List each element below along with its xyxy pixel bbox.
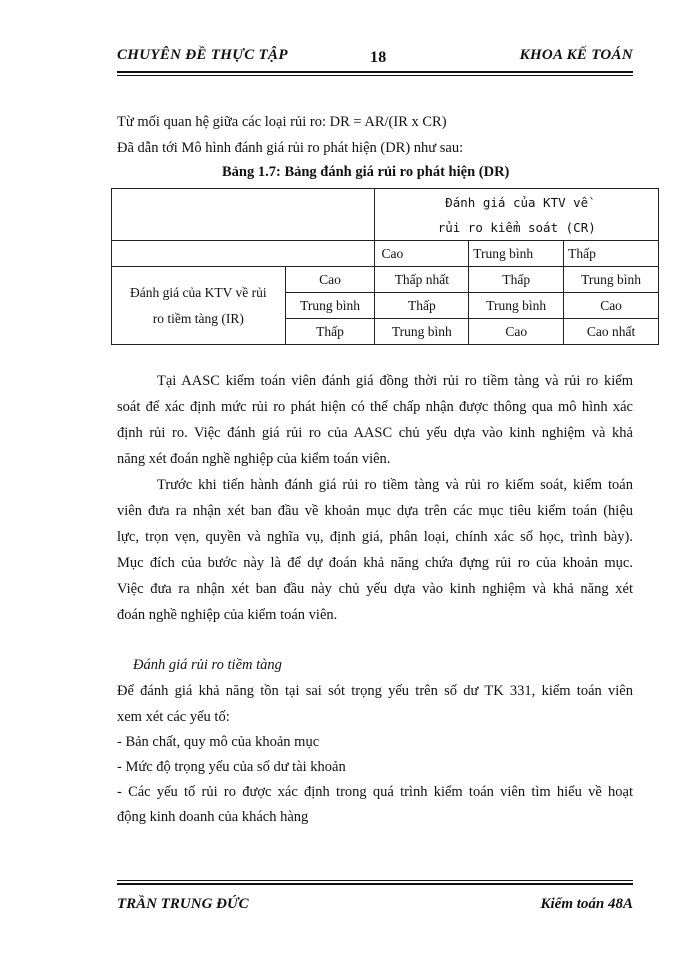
header-rule-thin	[117, 75, 633, 76]
cr-level: Cao	[375, 241, 469, 267]
ir-header-line-1: Đánh giá của KTV về rủi	[130, 284, 267, 300]
section-line-1: Để đánh giá khả năng tồn tại sai sót trọng yếu trên số dư TK 331, kiểm toán viên	[117, 683, 633, 699]
footer-rule-thin	[117, 880, 633, 881]
page-number: 18	[370, 49, 387, 66]
table-cell: Trung bình	[564, 267, 659, 293]
detection-risk-table	[111, 188, 659, 345]
paragraph-2-line-5: Việc đưa ra nhận xét ban đầu này chủ yếu dựa vào kinh nghiệm và khả năng xét	[117, 581, 633, 597]
footer-rule-thick	[117, 883, 633, 885]
cr-header	[375, 189, 659, 241]
header-left: CHUYÊN ĐỀ THỰC TẬP	[117, 47, 288, 63]
paragraph-1-line-1: Tại AASC kiểm toán viên đánh giá đồng thời rủi ro tiềm tàng và rủi ro kiểm	[157, 373, 633, 389]
section-heading: Đánh giá rủi ro tiềm tàng	[133, 657, 282, 673]
intro-line-2: Đã dẫn tới Mô hình đánh giá rủi ro phát hiện (DR) như sau:	[117, 140, 464, 156]
section-bullet-3: - Các yếu tố rủi ro được xác định trong quá trình kiểm toán viên tìm hiểu về hoạt	[117, 784, 633, 800]
paragraph-2-line-3: lực, trọn vẹn, quyền và nghĩa vụ, định giá, phân loại, chính xác số học, trình bày).	[117, 529, 633, 545]
section-line-2: xem xét các yếu tố:	[117, 709, 230, 725]
intro-line-1: Từ mối quan hệ giữa các loại rủi ro: DR = AR/(IR x CR)	[117, 114, 447, 130]
paragraph-2-line-2: viên đưa ra nhận xét ban đầu về khoản mục dựa trên các mục tiêu kiểm toán (hiệu	[117, 503, 633, 519]
table-cell: Cao nhất	[564, 319, 659, 345]
table-cell: Trung bình	[469, 293, 564, 319]
cr-header-line-2: rủi ro kiểm soát (CR)	[437, 219, 596, 235]
paragraph-1-line-3: định rủi ro. Việc đánh giá rủi ro của AASC chủ yếu dựa vào kinh nghiệm và khả	[117, 425, 633, 441]
paragraph-2-line-1: Trước khi tiến hành đánh giá rủi ro tiềm tàng và rủi ro kiểm soát, kiểm toán	[157, 477, 633, 493]
ir-header	[112, 267, 286, 345]
section-line-6: động kinh doanh của khách hàng	[117, 809, 309, 825]
table-cell: Trung bình	[375, 319, 469, 345]
ir-level: Cao	[285, 267, 375, 293]
paragraph-2-line-6: đoán nghề nghiệp của kiểm toán viên.	[117, 607, 338, 623]
ir-level: Trung bình	[285, 293, 375, 319]
table-corner-cell-lower	[112, 241, 375, 267]
table-cell: Cao	[564, 293, 659, 319]
table-cell: Thấp nhất	[375, 267, 469, 293]
header-rule-thick	[117, 71, 633, 73]
ir-header-line-2: ro tiềm tàng (IR)	[152, 310, 244, 326]
cr-level: Trung bình	[469, 241, 564, 267]
section-bullet-1: - Bản chất, quy mô của khoản mục	[117, 734, 320, 750]
cr-header-line-1: Đánh giá của KTV về	[445, 194, 589, 210]
table-corner-cell	[112, 189, 375, 241]
table-cell: Thấp	[469, 267, 564, 293]
table-cell: Thấp	[375, 293, 469, 319]
ir-level: Thấp	[285, 319, 375, 345]
footer-left: TRẦN TRUNG ĐỨC	[117, 896, 249, 912]
paragraph-2-line-4: Mục đích của bước này là để dự đoán khả năng chứa đựng rủi ro của khoản mục.	[117, 555, 633, 571]
section-bullet-2: - Mức độ trọng yếu của số dư tài khoản	[117, 759, 346, 775]
table-cell: Cao	[469, 319, 564, 345]
table-caption: Bảng 1.7: Bảng đánh giá rủi ro phát hiện (DR)	[222, 164, 510, 180]
header-right: KHOA KẾ TOÁN	[519, 47, 633, 63]
paragraph-1-line-4: năng xét đoán nghề nghiệp của kiểm toán viên.	[117, 451, 391, 467]
footer-right: Kiểm toán 48A	[540, 896, 633, 912]
cr-level: Thấp	[564, 241, 659, 267]
paragraph-1-line-2: soát để xác định mức rủi ro phát hiện có thể chấp nhận được thông qua mô hình xác	[117, 399, 633, 415]
